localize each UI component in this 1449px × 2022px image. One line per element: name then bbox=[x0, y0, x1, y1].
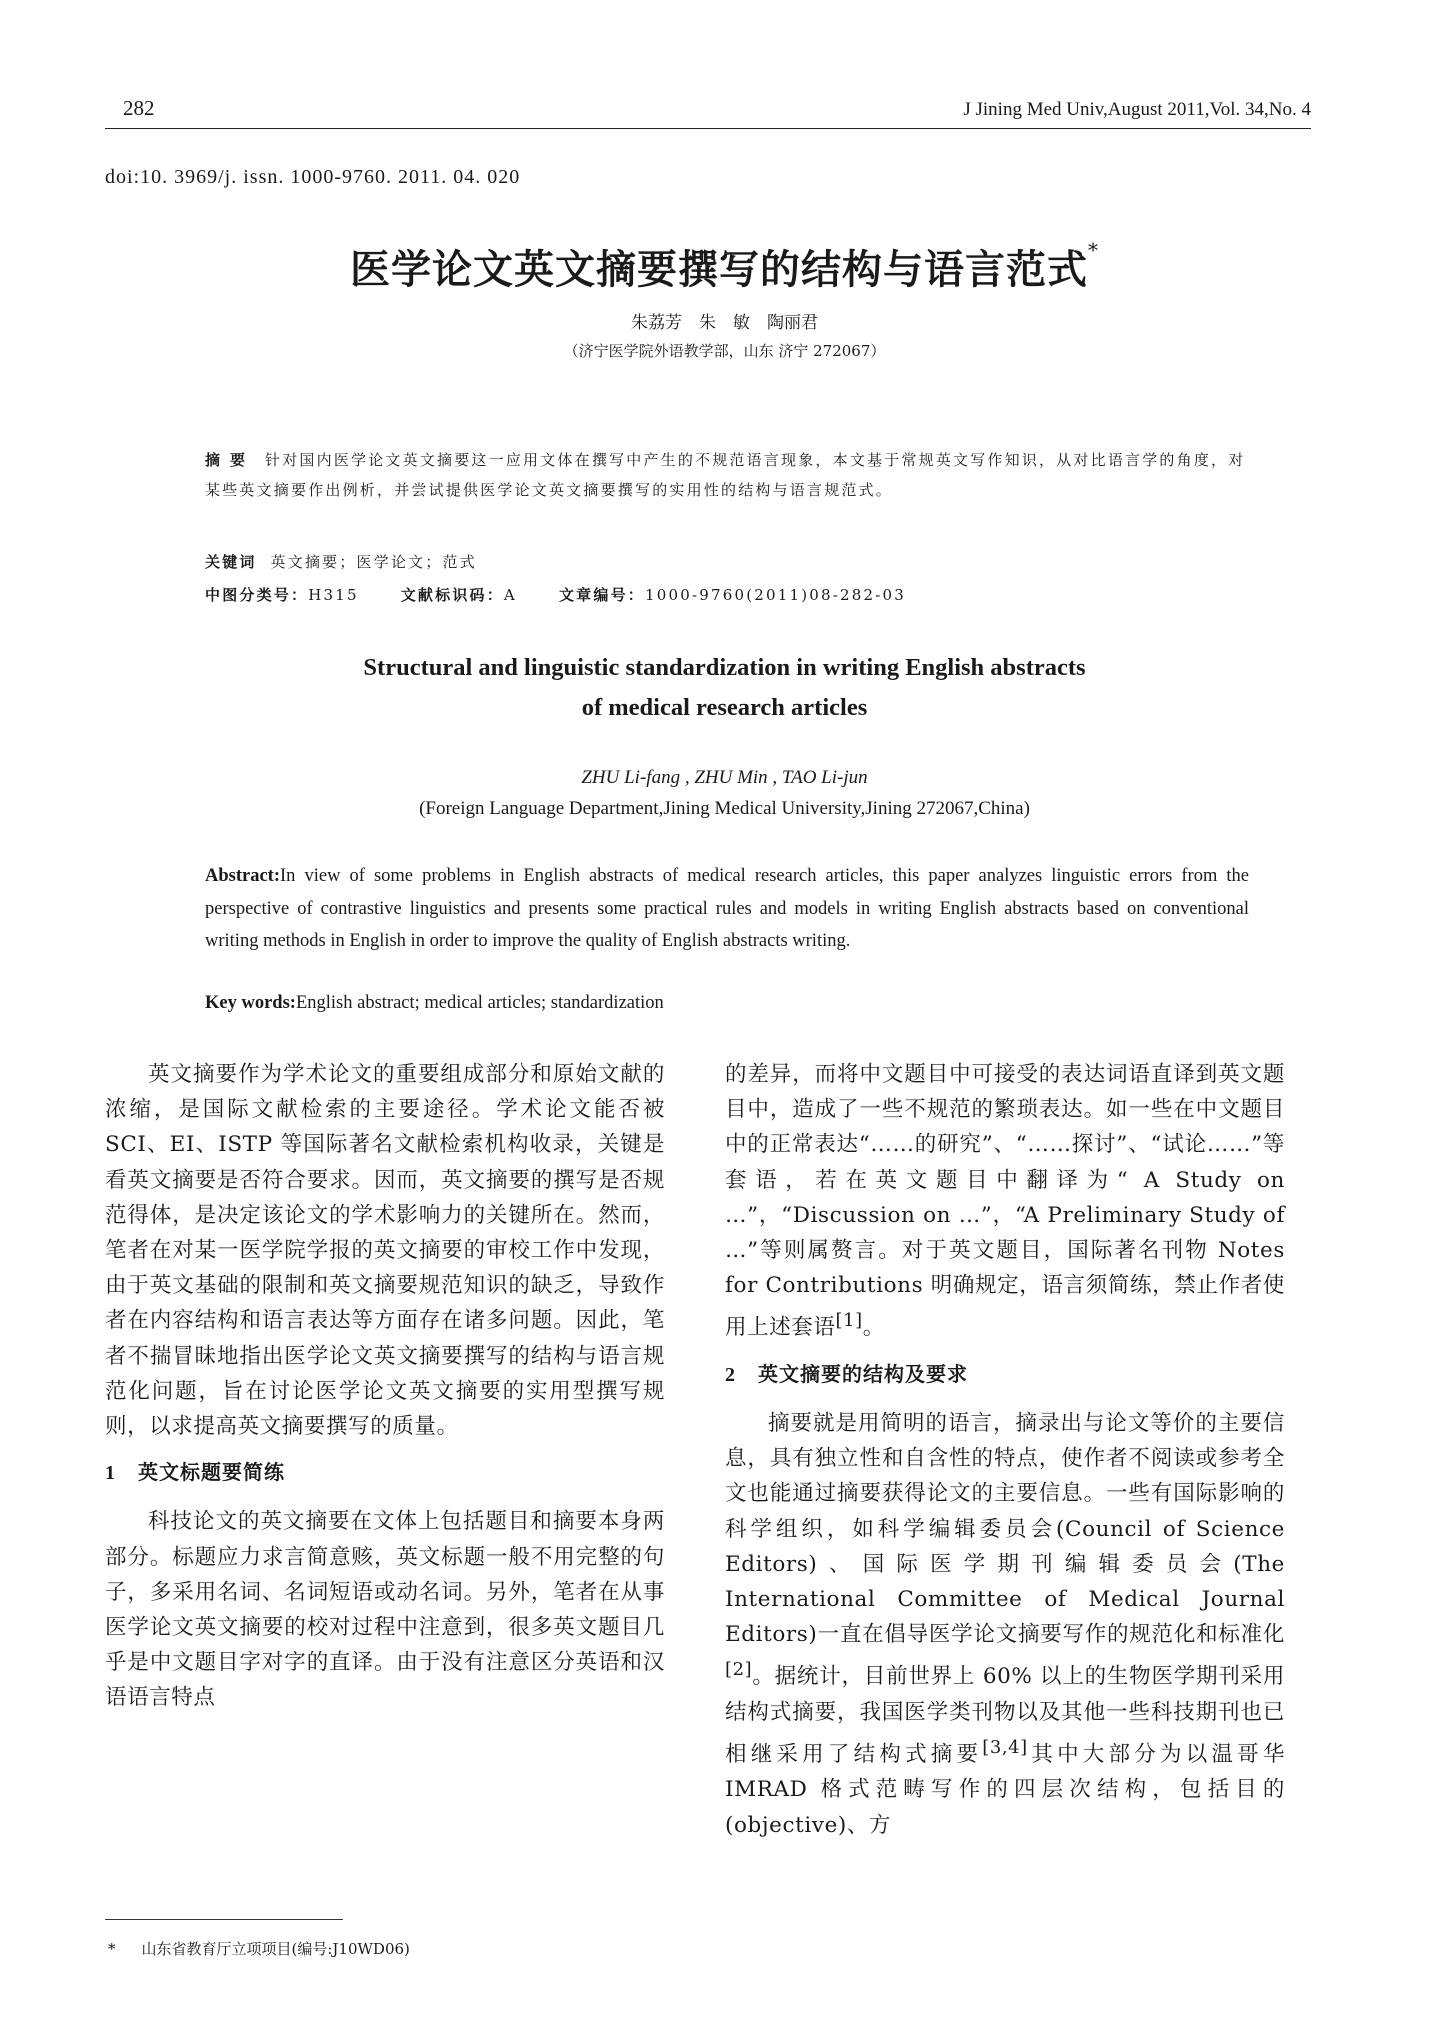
english-title-line-1: Structural and linguistic standardization in writing English abstracts bbox=[363, 654, 1086, 681]
citation-ref: [1] bbox=[835, 1310, 863, 1332]
header-rule bbox=[105, 128, 1311, 129]
journal-citation: J Jining Med Univ,August 2011,Vol. 34,No. 4 bbox=[963, 99, 1311, 120]
footnote-rule bbox=[105, 1919, 343, 1920]
chinese-authors: 朱荔芳 朱 敏 陶丽君 bbox=[631, 313, 818, 333]
doc-code-label: 文献标识码： bbox=[400, 586, 504, 604]
doc-code-value: A bbox=[503, 586, 517, 604]
citation-ref: [3,4] bbox=[982, 1736, 1028, 1758]
english-keywords-text: English abstract; medical articles; standardization bbox=[295, 993, 664, 1013]
english-title bbox=[0, 648, 1449, 728]
body-paragraph: 的差异，而将中文题目中可接受的表达词语直译到英文题目中，造成了一些不规范的繁琐表达。如一些在中文题目中的正常表达“……的研究”、“……探讨”、“试论……”等套语，若在英文题目中翻译为“ A Study on …”，“Discussion on …”，“A Preliminary Study of …”等则属赘言。对于英文题目，国际著名刊物 Notes for Contributions 明确规定，语言须简练，禁止作者使用上述套语[1]。 bbox=[725, 1062, 1285, 1341]
clc-label: 中图分类号： bbox=[205, 586, 309, 604]
chinese-keywords-label: 关键词 bbox=[205, 553, 257, 571]
body-paragraph: 科技论文的英文摘要在文体上包括题目和摘要本身两部分。标题应力求言简意赅，英文标题一般不用完整的句子，多采用名词、名词短语或动名词。另外，笔者在从事医学论文英文摘要的校对过程中注意到，很多英文题目几乎是中文题目字对字的直译。由于没有注意区分英语和汉语语言特点 bbox=[105, 1509, 665, 1711]
chinese-affiliation: （济宁医学院外语教学部，山东 济宁 272067） bbox=[563, 342, 886, 360]
article-number-value: 1000-9760(2011)08-282-03 bbox=[644, 586, 907, 604]
chinese-keywords bbox=[205, 547, 1249, 577]
title-footnote-mark: * bbox=[1088, 238, 1099, 262]
doi-line: doi:10. 3969/j. issn. 1000-9760. 2011. 04. 020 bbox=[105, 166, 521, 188]
english-keywords-label: Key words: bbox=[205, 993, 296, 1013]
clc-value: H315 bbox=[308, 586, 359, 604]
chinese-title bbox=[0, 238, 1449, 295]
footnote-mark: * bbox=[108, 1940, 116, 1958]
section-number: 2 bbox=[725, 1363, 736, 1386]
english-title-line-2: of medical research articles bbox=[581, 694, 868, 721]
page-number: 282 bbox=[123, 96, 155, 120]
citation-ref: [2] bbox=[725, 1659, 753, 1681]
english-authors: ZHU Li-fang , ZHU Min , TAO Li-jun bbox=[581, 767, 868, 788]
english-abstract bbox=[205, 860, 1249, 958]
english-abstract-text: In view of some problems in English abstracts of medical research articles, this paper analyzes linguistic errors from the perspective of contrastive linguistics and presents some practical rules and models in writing English abstracts based on conventional writing methods in English in order to improve the quality of English abstracts writing. bbox=[205, 866, 1249, 951]
chinese-abstract-label: 摘要 bbox=[205, 451, 256, 469]
body-paragraph: 摘要就是用简明的语言，摘录出与论文等价的主要信息，具有独立性和自含性的特点，使作者不阅读或参考全文也能通过摘要获得论文的主要信息。一些有国际影响的科学组织，如科学编辑委员会(Council of Science Editors)、国际医学期刊编辑委员会(The International Committee of Medical Journal Editors)一直在倡导医学论文摘要写作的规范化和标准化[2]。据统计，目前世界上 60% 以上的生物医学期刊采用结构式摘要，我国医学类刊物以及其他一些科技期刊也已相继采用了结构式摘要[3,4]其中大部分为以温哥华 IMRAD 格式范畴写作的四层次结构，包括目的(objective)、方 bbox=[725, 1410, 1285, 1838]
chinese-abstract bbox=[205, 445, 1249, 505]
section-title: 英文标题要简练 bbox=[138, 1460, 285, 1485]
chinese-title-text: 医学论文英文摘要撰写的结构与语言范式 bbox=[350, 246, 1088, 293]
footnote bbox=[108, 1938, 410, 1959]
english-keywords bbox=[205, 993, 1249, 1014]
section-heading-2 bbox=[725, 1357, 1285, 1393]
section-heading-1 bbox=[105, 1455, 665, 1491]
body-column-left bbox=[105, 1057, 665, 1716]
section-number: 1 bbox=[105, 1462, 116, 1485]
section-title: 英文摘要的结构及要求 bbox=[758, 1361, 968, 1386]
english-affiliation: (Foreign Language Department,Jining Medical University,Jining 272067,China) bbox=[419, 798, 1030, 819]
chinese-keywords-text: 英文摘要；医学论文；范式 bbox=[270, 553, 477, 571]
footnote-text: 山东省教育厅立项项目(编号:J10WD06) bbox=[141, 1940, 410, 1958]
classification-line bbox=[205, 580, 1305, 610]
body-column-right bbox=[725, 1057, 1285, 1843]
chinese-abstract-text: 针对国内医学论文英文摘要这一应用文体在撰写中产生的不规范语言现象，本文基于常规英文写作知识，从对比语言学的角度，对某些英文摘要作出例析，并尝试提供医学论文英文摘要撰写的实用性的结构与语言规范式。 bbox=[205, 451, 1246, 499]
article-number-label: 文章编号： bbox=[558, 586, 645, 604]
english-abstract-label: Abstract: bbox=[205, 866, 281, 886]
body-paragraph: 英文摘要作为学术论文的重要组成部分和原始文献的浓缩，是国际文献检索的主要途径。学术论文能否被 SCI、EI、ISTP 等国际著名文献检索机构收录，关键是看英文摘要是否符合要求。因而，英文摘要的撰写是否规范得体，是决定该论文的学术影响力的关键所在。然而，笔者在对某一医学院学报的英文摘要的审校工作中发现，由于英文基础的限制和英文摘要规范知识的缺乏，导致作者在内容结构和语言表达等方面存在诸多问题。因此，笔者不揣冒昧地指出医学论文英文摘要撰写的结构与语言规范化问题，旨在讨论医学论文英文摘要的实用型撰写规则，以求提高英文摘要撰写的质量。 bbox=[105, 1062, 665, 1440]
